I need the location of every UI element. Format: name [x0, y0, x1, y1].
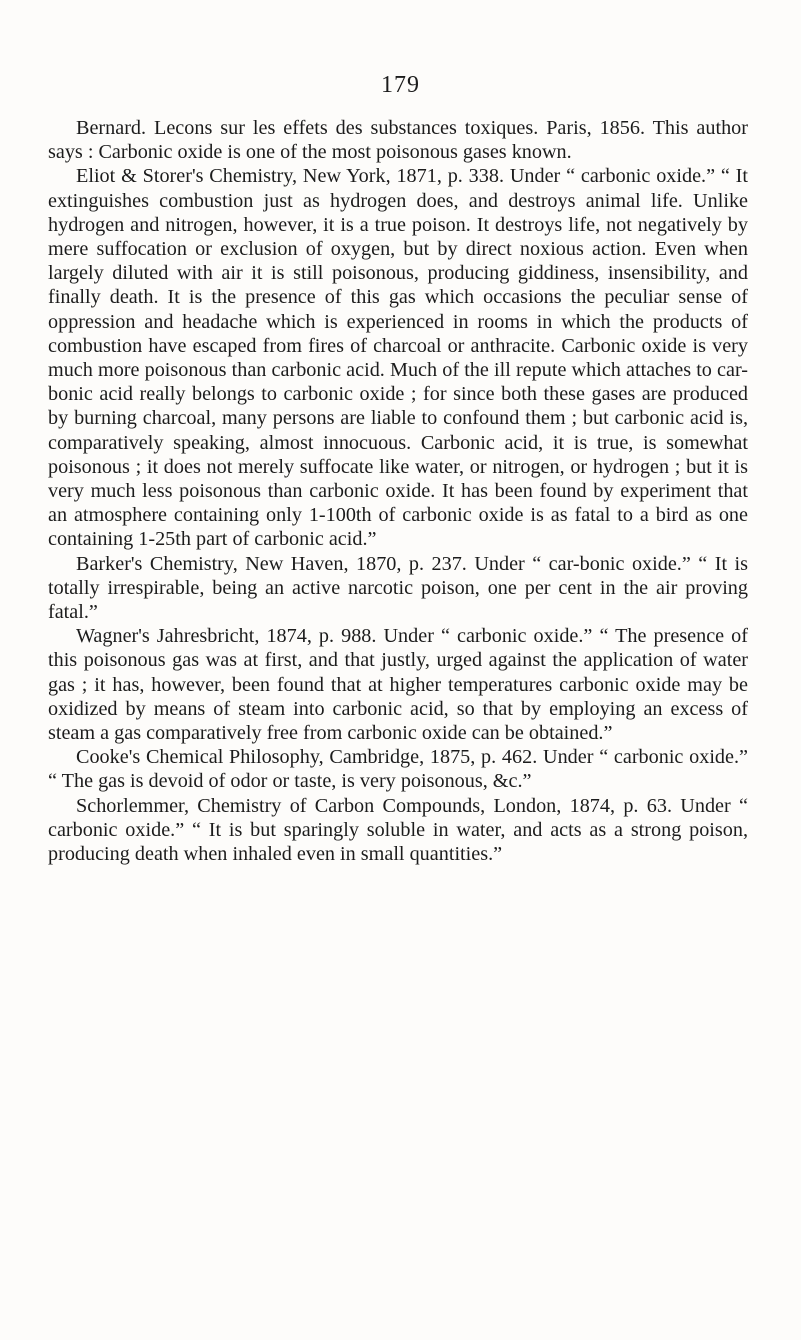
paragraph-eliot-storer: Eliot & Storer's Chemistry, New York, 1871, p. 338. Under “ carbonic oxide.” “ It extinguishes combustion just as hydrogen does, and destroys animal life. Unlike hydrogen and nitrogen, however, it is a true poison. It destroys life, not negatively by mere suffocation or exclusion of oxygen, but by direct noxious action. Even when largely diluted with air it is still poisonous, producing giddiness, insensibility, and finally death. It is the presence of this gas which occasions the peculiar sense of oppression and headache which is experienced in rooms in which the products of combustion have escaped from fires of charcoal or anthracite. Carbonic oxide is very much more poisonous than carbonic acid. Much of the ill repute which attaches to car-bonic acid really belongs to carbonic oxide ; for since both these gases are produced by burning charcoal, many persons are liable to confound them ; but carbonic acid is, comparatively speaking, almost innocuous. Carbonic acid, it is true, is somewhat poisonous ; it does not merely suffocate like water, or nitrogen, or hydrogen ; but it is very much less poisonous than carbonic oxide. It has been found by experiment that an atmosphere containing only 1-100th of carbonic oxide is as fatal to a bird as one containing 1-25th part of carbonic acid.” [48, 165, 748, 551]
paragraph-barker: Barker's Chemistry, New Haven, 1870, p. 237. Under “ car-bonic oxide.” “ It is totally irrespirable, being an active narcotic poison, one per cent in the air proving fatal.” [48, 552, 748, 624]
body-text [48, 116, 748, 866]
paragraph-wagner: Wagner's Jahresbricht, 1874, p. 988. Under “ carbonic oxide.” “ The presence of this poisonous gas was at first, and that justly, urged against the application of water gas ; it has, however, been found that at higher temperatures carbonic oxide may be oxidized by means of steam into carbonic acid, so that by employing an excess of steam a gas comparatively free from carbonic oxide can be obtained.” [48, 625, 748, 745]
page-number: 179 [381, 72, 420, 98]
paragraph-schorlemmer: Schorlemmer, Chemistry of Carbon Compounds, London, 1874, p. 63. Under “ carbonic oxide.” “ It is but sparingly soluble in water, and acts as a strong poison, producing death when inhaled even in small quantities.” [48, 794, 748, 866]
paragraph-bernard: Bernard. Lecons sur les effets des substances toxiques. Paris, 1856. This author says : Carbonic oxide is one of the most poisonous gases known. [48, 117, 748, 164]
paragraph-cooke: Cooke's Chemical Philosophy, Cambridge, 1875, p. 462. Under “ carbonic oxide.” “ The gas is devoid of odor or taste, is very poisonous, &c.” [48, 746, 748, 793]
